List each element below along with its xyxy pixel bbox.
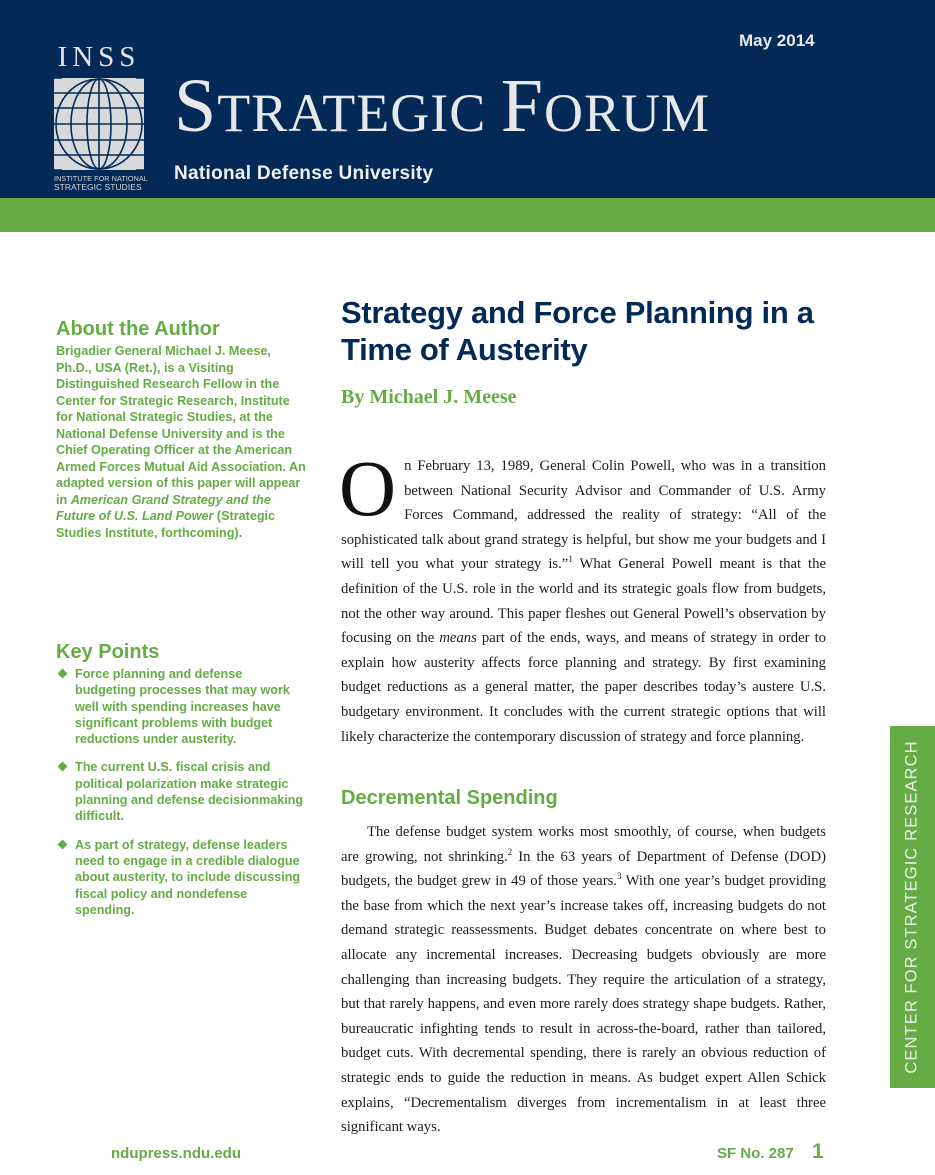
logo-acronym: INSS <box>57 41 141 73</box>
article-title: Strategy and Force Planning in a Time of Austerity <box>341 295 814 367</box>
inss-logo <box>54 41 148 192</box>
section-paragraph: The defense budget system works most smoothly, of course, when budgets are growing, not shrinking.$^2$ In the 63 years of Department of Defense (DOD) budgets, the budget grew in 49 of those years.$^3$ With one year’s budget providing the base from which the next year’s increase takes off, increasing budgets do not demand strategic reassessments. Budget debates concentrate on where best to allocate any incremental increases. Decreasing budgets obviously are more challenging than increasing budgets. They require the articulation of a strategy, but that rarely happens, and even more rarely does strategy shape budgets. Rather, bureaucratic infighting tends to result in across-the-board, rather than tailored, budget cuts. With decremental spending, there is rarely an obvious reduction of strategic ends to guide the reduction in means. As budget expert Allen Schick explains, “Decrementalism diverges from incrementalism in at least three significant ways. <box>341 824 827 1136</box>
drop-cap: O <box>339 446 397 533</box>
page-number: 1 <box>812 1140 824 1163</box>
key-point-item: Force planning and defense budgeting processes that may work well with spending increases have significant problems with budget reductions under austerity. <box>56 666 306 747</box>
globe-grid-icon <box>54 78 144 170</box>
side-tab-label: CENTER FOR STRATEGIC RESEARCH <box>902 740 921 1074</box>
about-heading: About the Author <box>56 318 220 340</box>
footnote-ref: 1 <box>568 554 573 565</box>
book-title: American Grand Strategy and the Future of U.S. Land Power <box>56 492 271 523</box>
key-point-item: The current U.S. fiscal crisis and political polarization make strategic planning and defense decisionmaking difficult. <box>56 759 306 824</box>
key-point-item: As part of strategy, defense leaders need to engage in a credible dialogue about austerity, to include discussing fiscal policy and nondefense spending. <box>56 837 306 918</box>
issue-number: SF No. 287 <box>717 1145 794 1162</box>
intro-paragraph: On February 13, 1989, General Colin Powell, who was in a transition between National Security Advisor and Commander of U.S. Army Forces Command, addressed the reality of strategy: “All of the sophisticated talk about grand strategy is helpful, but show me your budgets and I will tell you what your strategy is.”$^1$ What General Powell meant is that the definition of the U.S. role in the world and its strategic goals flow from budgets, not the other way around. This paper fleshes out General Powell’s observation by focusing on the means part of the ends, ways, and means of strategy in order to explain how austerity affects force planning and strategy. By first examining budget reductions as a general matter, the paper describes today’s austere U.S. budgetary environment. It concludes with the current strategic options that will likely characterize the contemporary discussion of strategy and force planning. <box>339 446 826 745</box>
header-accent-band <box>0 198 935 232</box>
diamond-bullet-icon <box>58 839 68 849</box>
publisher-subtitle: National Defense University <box>174 163 434 184</box>
about-the-author <box>56 317 306 541</box>
center-side-tab <box>890 726 935 1088</box>
footnote-ref: 2 <box>507 846 513 857</box>
diamond-bullet-icon <box>58 669 68 679</box>
publication-title: STRATEGIC FORUM <box>174 64 711 148</box>
footnote-ref: 3 <box>616 871 622 882</box>
diamond-bullet-icon <box>58 762 68 772</box>
article-byline: By Michael J. Meese <box>341 386 517 408</box>
author-bio: Brigadier General Michael J. Meese, Ph.D., USA (Ret.), is a Visiting Distinguished Research Fellow in the Center for Strategic Research, Institute for National Strategic Studies, at the National Defense University and is the Chief Operating Officer at the American Armed Forces Mutual Aid Association. An adapted version of this paper will appear in American Grand Strategy and the Future of U.S. Land Power (Strategic Studies Institute, forthcoming). <box>56 344 306 540</box>
issue-date: May 2014 <box>739 31 815 50</box>
key-points-heading: Key Points <box>56 641 160 663</box>
section-heading: Decremental Spending <box>341 787 558 809</box>
key-points <box>56 640 306 930</box>
logo-caption: INSTITUTE FOR NATIONAL STRATEGIC STUDIES <box>54 174 148 192</box>
footer-url[interactable]: ndupress.ndu.edu <box>111 1145 242 1162</box>
key-points-list <box>56 666 306 918</box>
masthead-banner <box>0 0 935 198</box>
